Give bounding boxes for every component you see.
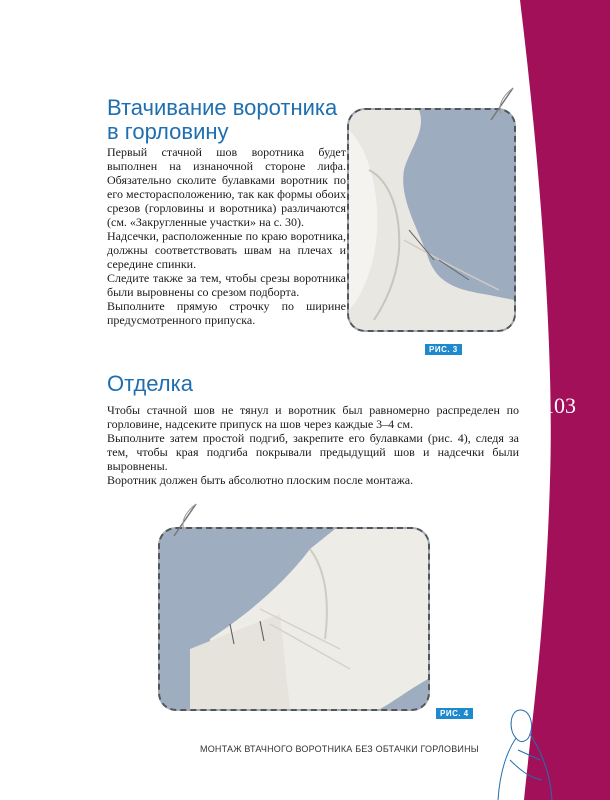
- section-body-collar: [107, 145, 346, 327]
- running-footer: МОНТАЖ ВТАЧНОГО ВОРОТНИКА БЕЗ ОБТАЧКИ ГОРЛОВИНЫ: [200, 744, 479, 754]
- paragraph: Выполните прямую строчку по ширине предусмотренного припуска.: [107, 299, 346, 327]
- paragraph: Следите также за тем, чтобы срезы воротника были выровнены со срезом подборта.: [107, 271, 346, 299]
- needle-icon: [487, 84, 517, 124]
- paragraph: Первый стачной шов воротника будет выполнен на изнаночной стороне лифа. Обязательно сколите булавками воротник по его месторасположению, так как формы обоих срезов (горловины и воротника) различаются (см. «Закругленные участки» на с. 30).: [107, 145, 346, 229]
- section-body-finish: [107, 403, 519, 487]
- figure-3-photo: [347, 108, 516, 332]
- page-number: 103: [543, 393, 576, 418]
- section-title-collar: Втачивание воротника в горловину: [107, 95, 338, 144]
- figure-label: РИС. 3: [425, 344, 462, 355]
- needle-icon: [170, 500, 200, 540]
- figure-4-photo: [158, 527, 430, 711]
- fashion-sketch-icon: [490, 700, 570, 800]
- paragraph: Воротник должен быть абсолютно плоским после монтажа.: [107, 473, 414, 487]
- section-title-finish: Отделка: [107, 371, 193, 396]
- figure-label: РИС. 4: [436, 708, 473, 719]
- paragraph: Выполните затем простой подгиб, закрепите его булавками (рис. 4), следя за тем, чтобы края подгиба покрывали предыдущий шов и надсечки были выровнены.: [107, 431, 519, 473]
- paragraph: Чтобы стачной шов не тянул и воротник был равномерно распределен по горловине, надсеките припуск на шов через каждые 3–4 см.: [107, 403, 519, 431]
- paragraph: Надсечки, расположенные по краю воротника, должны соответствовать швам на плечах и середине спинки.: [107, 229, 346, 271]
